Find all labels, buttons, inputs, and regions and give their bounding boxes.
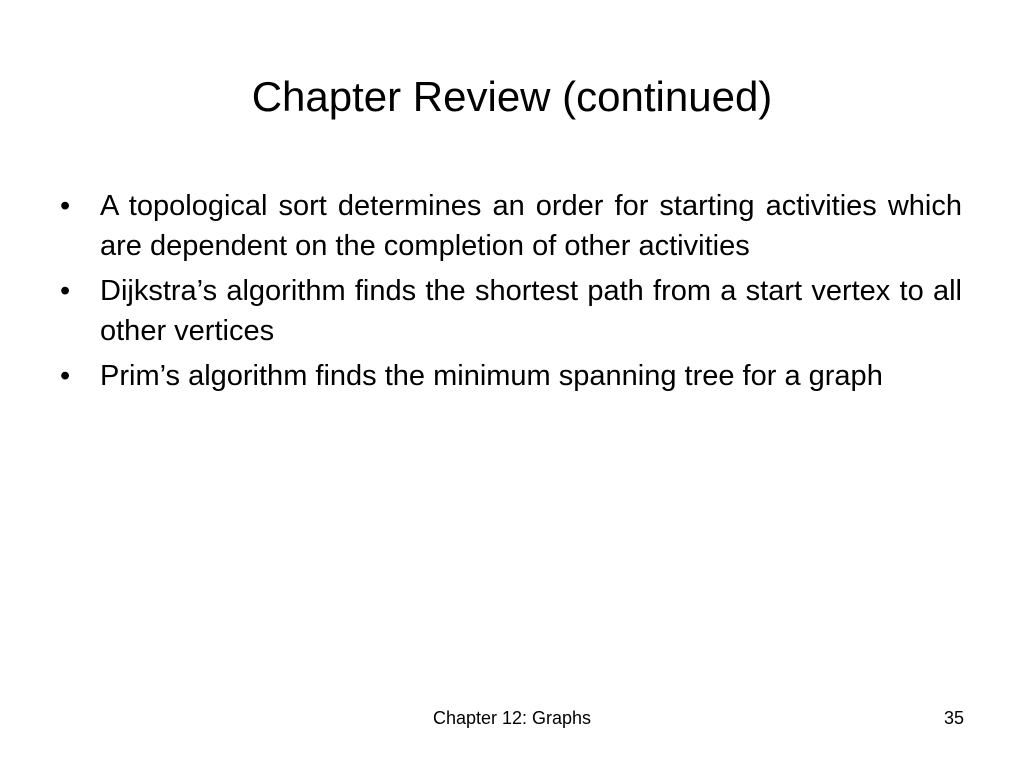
bullet-text-dijkstra: Dijkstra’s algorithm finds the shortest path from a start vertex to all other vertices (100, 275, 962, 347)
footer-chapter-label: Chapter 12: Graphs (432, 708, 592, 728)
slide-title: Chapter Review (continued) (251, 73, 773, 120)
bullet-list (56, 186, 962, 401)
bullet-text-prim: Prim’s algorithm finds the minimum spanning tree for a graph (100, 360, 883, 392)
page-number: 35 (943, 708, 964, 728)
list-item (56, 271, 962, 351)
bullet-text-topological-sort: A topological sort determines an order for starting activities which are dependent on the completion of other activities (100, 190, 962, 262)
bullet-icon: • (60, 360, 71, 392)
list-item (56, 356, 962, 396)
list-item (56, 186, 962, 266)
bullet-icon: • (60, 275, 71, 307)
bullet-icon: • (60, 190, 71, 222)
